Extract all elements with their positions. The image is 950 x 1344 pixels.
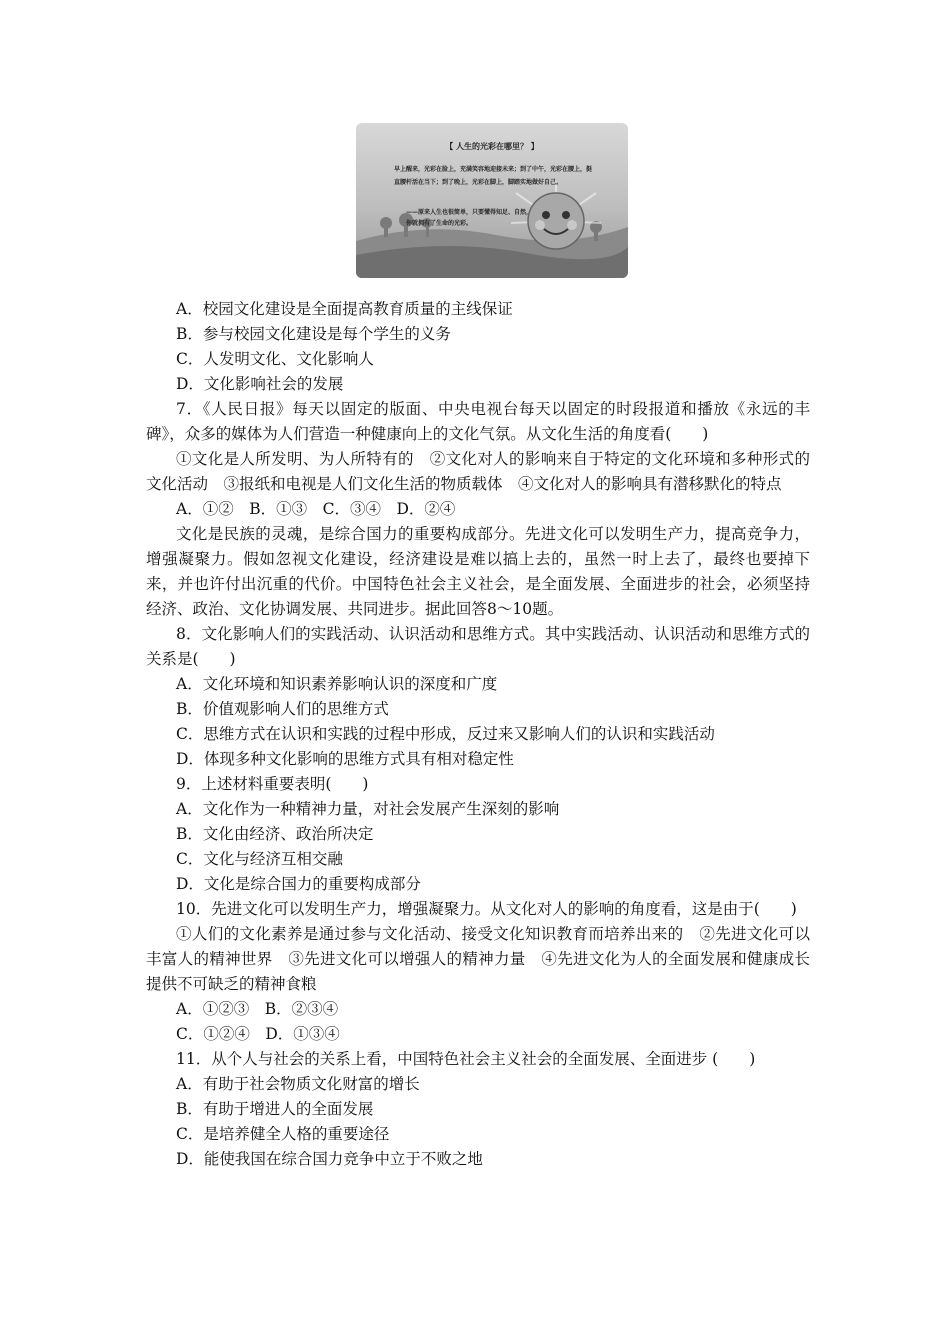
- question-10-options: A．①②③ B．②③④: [176, 1000, 339, 1018]
- text-line: B．参与校园文化建设是每个学生的义务: [176, 325, 451, 343]
- question-7-statements: ①文化是人所发明、为人所特有的 ②文化对人的影响来自于特定的文化环境和多种形式的文化活动 ③报纸和电视是人们文化生活的物质载体 ④文化对人的影响具有潜移默化的特点: [146, 450, 810, 493]
- text-line: A．校园文化建设是全面提高教育质量的主线保证: [176, 300, 513, 318]
- text-line: A．文化环境和知识素养影响认识的深度和广度: [176, 675, 498, 693]
- question-8-stem: 8．文化影响人们的实践活动、认识活动和思维方式。其中实践活动、认识活动和思维方式的关系是( ): [146, 625, 810, 668]
- text-line: C．人发明文化、文化影响人: [176, 350, 374, 368]
- question-9-stem: 9．上述材料重要表明( ): [176, 775, 369, 793]
- question-11-stem: 11．从个人与社会的关系上看，中国特色社会主义社会的全面发展、全面进步 ( ): [176, 1050, 756, 1068]
- text-line: B．有助于增进人的全面发展: [176, 1100, 374, 1118]
- figure-text: 早上醒来，光彩在脸上，充满笑容地迎接未来；到了中午，光彩在腰上，挺直腰杆活在当下；到了晚上，光彩在脚上，脚踏实地做好自己。: [394, 166, 593, 186]
- text-line: C．是培养健全人格的重要途径: [176, 1125, 390, 1143]
- text-line: A．文化作为一种精神力量，对社会发展产生深刻的影响: [176, 800, 560, 818]
- text-line: C．文化与经济互相交融: [176, 850, 343, 868]
- figure-title: 【 人生的光彩在哪里？ 】: [445, 141, 539, 151]
- illustration-image: [356, 123, 628, 278]
- question-10-statements: ①人们的文化素养是通过参与文化活动、接受文化知识教育而培养出来的 ②先进文化可以丰富人的精神世界 ③先进文化可以增强人的精神力量 ④先进文化为人的全面发展和健康成长提供不可缺乏的精神食粮: [146, 925, 810, 993]
- text-line: D．体现多种文化影响的思维方式具有相对稳定性: [176, 750, 514, 768]
- text-line: A．有助于社会物质文化财富的增长: [176, 1075, 420, 1093]
- text-line: B．文化由经济、政治所决定: [176, 825, 374, 843]
- text-line: D．能使我国在综合国力竞争中立于不败之地: [176, 1150, 483, 1168]
- text-line: C．思维方式在认识和实践的过程中形成，反过来又影响人们的认识和实践活动: [176, 725, 715, 743]
- reading-material: 文化是民族的灵魂，是综合国力的重要构成部分。先进文化可以发明生产力，提高竞争力，增强凝聚力。假如忽视文化建设，经济建设是难以搞上去的，虽然一时上去了，最终也要掉下来，并也许付出沉重的代价。中国特色社会主义社会，是全面发展、全面进步的社会，必须坚持经济、政治、文化协调发展、共同进步。据此回答8～10题。: [146, 525, 810, 618]
- text-line: D．文化是综合国力的重要构成部分: [176, 875, 421, 893]
- figure-quote: ——原来人生也很简单，只要懂得知足、自然，你就拥有了生命的光彩。: [406, 209, 533, 227]
- question-7-stem: 7．《人民日报》每天以固定的版面、中央电视台每天以固定的时段报道和播放《永远的丰碑》，众多的媒体为人们营造一种健康向上的文化气氛。从文化生活的角度看( ): [146, 400, 810, 443]
- question-content: [146, 297, 810, 1172]
- question-10-stem: 10．先进文化可以发明生产力，增强凝聚力。从文化对人的影响的角度看，这是由于( ): [176, 900, 797, 918]
- question-7-options: A．①② B．①③ C．③④ D．②④: [176, 500, 456, 518]
- question-10-options: C．①②④ D．①③④: [176, 1025, 340, 1043]
- text-line: B．价值观影响人们的思维方式: [176, 700, 389, 718]
- text-line: D．文化影响社会的发展: [176, 375, 344, 393]
